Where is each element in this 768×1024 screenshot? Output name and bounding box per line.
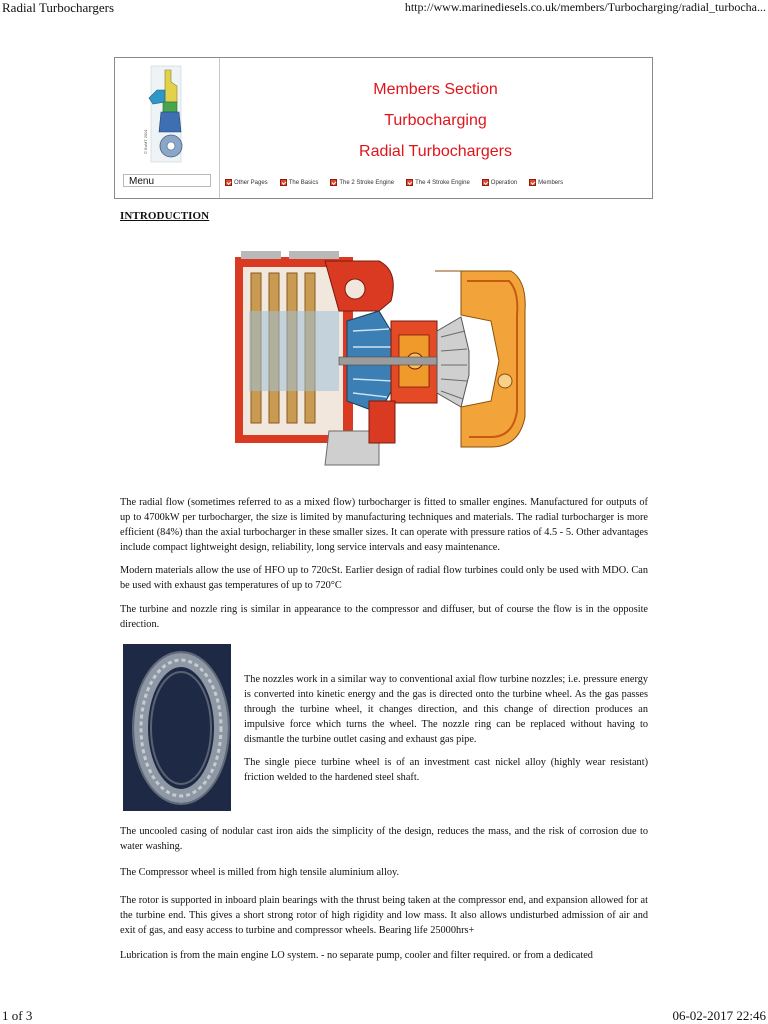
nav-label: Other Pages xyxy=(234,179,268,186)
checkbox-icon xyxy=(482,179,489,186)
paragraph-1: The radial flow (sometimes referred to as a mixed flow) turbocharger is fitted to smaller engines. Manufactured for outputs of up to 4700kW per turbocharger, the size is limited by manufacturing techniques and materials. The radial turbocharger is more efficient (84%) than the axial turbocharger in these smaller sizes. It can operate with pressure ratios of 4.5 - 5. Other advantages include compact lightweight design, reliability, long service intervals and easy maintenance. xyxy=(120,497,648,553)
title-members-section: Members Section xyxy=(373,81,498,98)
paragraph-7: The Compressor wheel is milled from high tensile aluminium alloy. xyxy=(120,867,400,878)
title-turbocharging: Turbocharging xyxy=(384,112,487,129)
nav-label: Operation xyxy=(490,179,518,186)
checkbox-icon xyxy=(225,179,232,186)
nav-label: The Basics xyxy=(288,179,319,186)
nozzle-ring-image xyxy=(123,644,231,811)
checkbox-icon xyxy=(529,179,536,186)
thumb-copyright: © BuMT 2001 xyxy=(143,129,148,154)
nav-2-stroke[interactable] xyxy=(330,179,394,186)
banner-thumbnail xyxy=(115,58,220,198)
nav-the-basics[interactable] xyxy=(280,179,319,186)
banner-nav xyxy=(225,179,563,186)
turbocharger-cutaway-image xyxy=(229,251,529,473)
paragraph-3: The turbine and nozzle ring is similar in appearance to the compressor and diffuser, but of course the flow is in the opposite direction. xyxy=(120,604,648,630)
paragraph-5: The single piece turbine wheel is of an investment cast nickel alloy (highly wear resistant) friction welded to the hardened steel shaft. xyxy=(244,757,648,783)
nav-other-pages[interactable] xyxy=(225,179,268,186)
page-header-url[interactable]: http://www.marinediesels.co.uk/members/Turbocharging/radial_turbocha... xyxy=(404,0,766,14)
checkbox-icon xyxy=(406,179,413,186)
paragraph-4: The nozzles work in a similar way to conventional axial flow turbine nozzles; i.e. pressure energy is converted into kinetic energy and the gas is directed onto the turbine wheel. As the gas passes through the turbine wheel, it changes direction, and this change of direction produces an impulsive force which turns the wheel. The nozzle ring can be replaced without having to dismantle the turbine outlet casing and exhaust gas pipe. xyxy=(244,674,648,745)
paragraph-9: Lubrication is from the main engine LO system. - no separate pump, cooler and filter required. or from a dedicated xyxy=(120,950,593,961)
turbocharger-thumbnail-icon xyxy=(141,62,193,166)
paragraph-8: The rotor is supported in inboard plain bearings with the thrust being taken at the compressor end, and expansion allowed for at the turbine end. This gives a short strong rotor of high rigidity and low mass. It also allows undisturbed admission of air and exit of gas, and easy access to turbine and compressor wheels. Bearing life 25000hrs+ xyxy=(120,895,648,936)
page-header-title: Radial Turbochargers xyxy=(2,0,115,15)
checkbox-icon xyxy=(280,179,287,186)
paragraph-6: The uncooled casing of nodular cast iron aids the simplicity of the design, reduces the mass, and the risk of corrosion due to water washing. xyxy=(120,826,648,852)
title-radial-turbochargers: Radial Turbochargers xyxy=(359,143,512,160)
nav-label: The 2 Stroke Engine xyxy=(339,179,395,186)
section-heading: INTRODUCTION xyxy=(120,210,210,222)
nav-4-stroke[interactable] xyxy=(406,179,470,186)
page-number: 1 of 3 xyxy=(2,1008,33,1023)
checkbox-icon xyxy=(330,179,337,186)
print-datetime: 06-02-2017 22:46 xyxy=(672,1008,766,1023)
banner-titles xyxy=(219,78,652,171)
nav-members[interactable] xyxy=(529,179,563,186)
menu-select[interactable]: Menu xyxy=(123,174,211,187)
paragraph-2: Modern materials allow the use of HFO up to 720cSt. Earlier design of radial flow turbines could only be used with MDO. Can be used with exhaust gas temperatures of up to 720°C xyxy=(120,565,648,591)
nav-operation[interactable] xyxy=(482,179,517,186)
nav-label: Members xyxy=(538,179,564,186)
site-banner xyxy=(114,57,653,199)
nav-label: The 4 Stroke Engine xyxy=(415,179,470,186)
